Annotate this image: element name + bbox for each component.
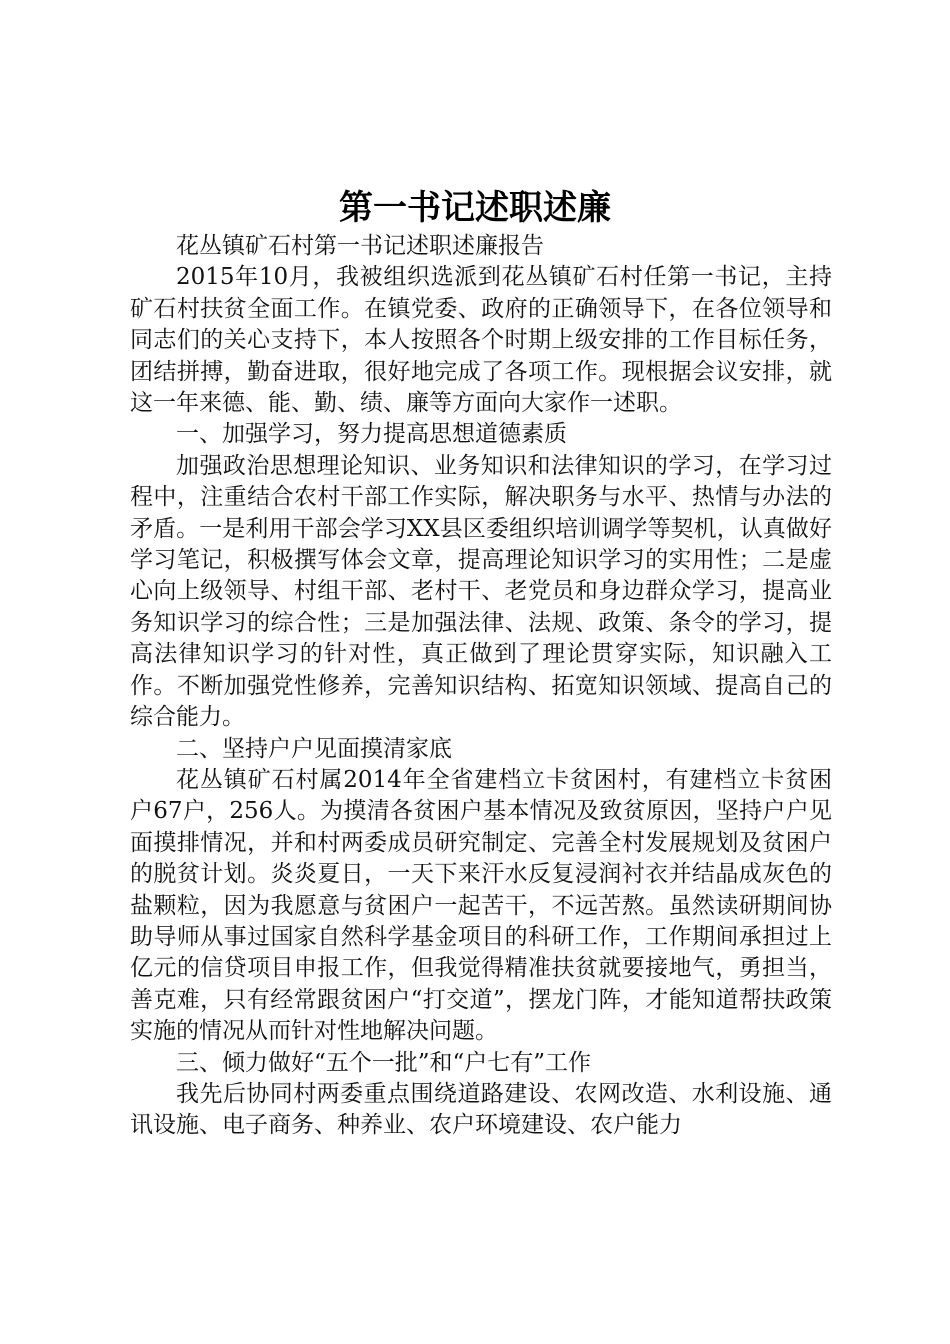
section-heading-3: 三、倾力做好“五个一批”和“户七有”工作 xyxy=(176,1049,592,1076)
report-subtitle: 花丛镇矿石村第一书记述职述廉报告 xyxy=(176,233,544,259)
document-title: 第一书记述职述廉 xyxy=(339,188,611,228)
intro-paragraph: 2015年10月，我被组织选派到花丛镇矿石村任第一书记，主持矿石村扶贫全面工作。在镇党委、政府的正确领导下，在各位领导和同志们的关心支持下，本人按照各个时期上级安排的工作目标任务，团结拼搏，勤奋进取，很好地完成了各项工作。现根据会议安排，就这一年来德、能、勤、绩、廉等方面向大家作一述职。 xyxy=(130,264,832,417)
section-3-paragraph: 我先后协同村两委重点围绕道路建设、农网改造、水利设施、通讯设施、电子商务、种养业、农户环境建设、农户能力 xyxy=(130,1080,832,1139)
section-1-paragraph: 加强政治思想理论知识、业务知识和法律知识的学习，在学习过程中，注重结合农村干部工作实际，解决职务与水平、热情与办法的矛盾。一是利用干部会学习XX县区委组织培训调学等契机，认真做好学习笔记，积极撰写体会文章，提高理论知识学习的实用性；二是虚心向上级领导、村组干部、老村干、老党员和身边群众学习，提高业务知识学习的综合性；三是加强法律、法规、政策、条令的学习，提高法律知识学习的针对性，真正做到了理论贯穿实际，知识融入工作。不断加强党性修养，完善知识结构、拓宽知识领域、提高自己的综合能力。 xyxy=(130,452,832,731)
section-2-paragraph: 花丛镇矿石村属2014年全省建档立卡贫困村，有建档立卡贫困户67户，256人。为摸清各贫困户基本情况及致贫原因，坚持户户见面摸排情况，并和村两委成员研究制定、完善全村发展规划及贫困户的脱贫计划。炎炎夏日，一天下来汗水反复浸润衬衣并结晶成灰色的盐颗粒，因为我愿意与贫困户一起苦干，不远苦熬。虽然读研期间协助导师从事过国家自然科学基金项目的科研工作，工作期间承担过上亿元的信贷项目申报工作，但我觉得精准扶贫就要接地气，勇担当，善克难，只有经常跟贫困户“打交道”，摆龙门阵，才能知道帮扶政策实施的情况从而针对性地解决问题。 xyxy=(130,766,832,1045)
section-heading-1: 一、加强学习，努力提高思想道德素质 xyxy=(176,421,567,448)
document-body xyxy=(130,231,832,1142)
section-heading-2: 二、坚持户户见面摸清家底 xyxy=(176,735,452,762)
